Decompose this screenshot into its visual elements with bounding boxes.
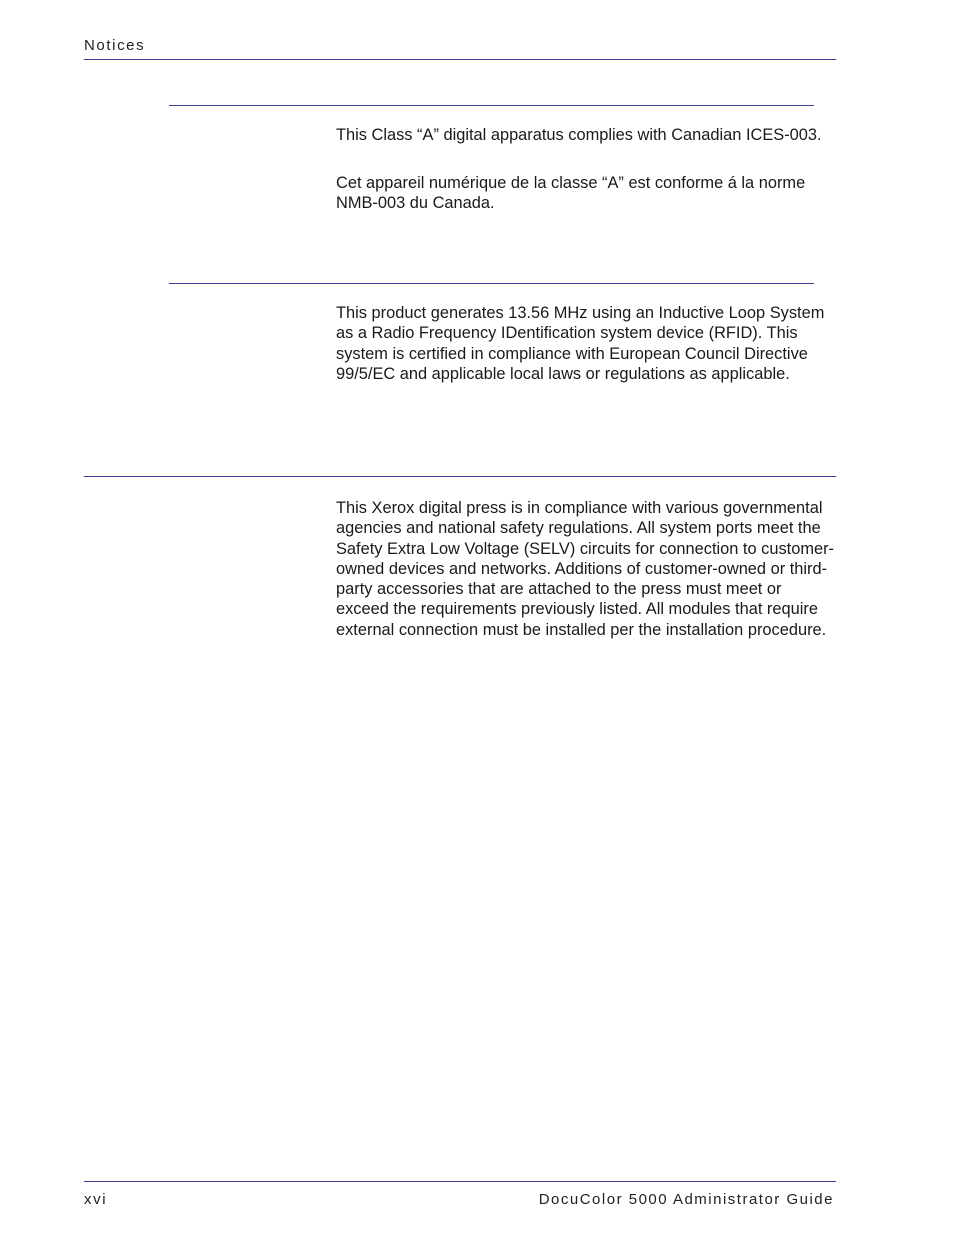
header-rule: [84, 59, 836, 60]
section-rule-canadian-ices: [169, 105, 814, 106]
section-rule-rfid: [169, 283, 814, 284]
running-header-title: Notices: [84, 37, 146, 54]
footer-rule: [84, 1181, 836, 1182]
section-rule-safety: [84, 476, 836, 477]
rfid-paragraph: This product generates 13.56 MHz using an Inductive Loop System as a Radio Frequency IDentification system device (RFID). This system is certified in compliance with European Council Directive 99/5/EC and applicable local laws or regulations as applicable.: [336, 304, 825, 383]
ices-french-paragraph: Cet appareil numérique de la classe “A” est conforme á la norme NMB-003 du Canada.: [336, 174, 806, 213]
ices-english-paragraph: This Class “A” digital apparatus complies with Canadian ICES-003.: [336, 126, 822, 144]
guide-title: DocuColor 5000 Administrator Guide: [538, 1191, 834, 1208]
safety-paragraph: This Xerox digital press is in compliance with various governmental agencies and national safety regulations. All system ports meet the Safety Extra Low Voltage (SELV) circuits for connection to customer-owned devices and networks. Additions of customer-owned or third-party accessories that are attached to the press must meet or exceed the requirements previously listed. All modules that require external connection must be installed per the installation procedure.: [336, 499, 835, 639]
page-number: xvi: [84, 1191, 108, 1208]
